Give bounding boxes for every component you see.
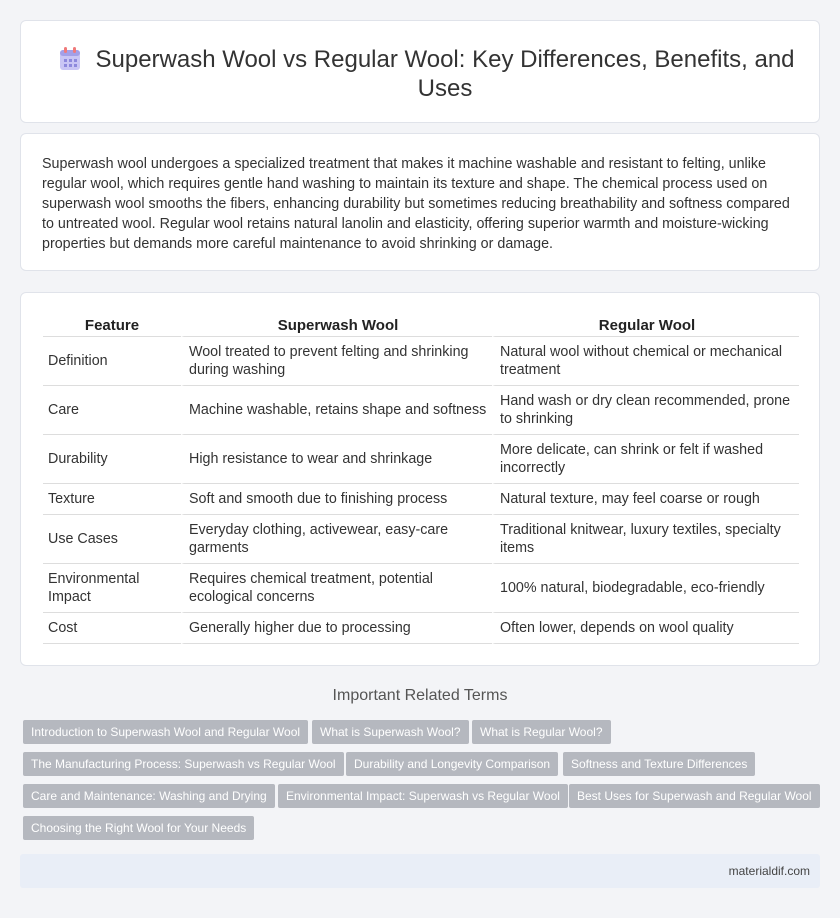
feature-cell: Texture: [43, 484, 181, 515]
table-row: [43, 613, 799, 644]
footer-site[interactable]: materialdif.com: [728, 864, 810, 878]
feature-cell: Care: [43, 386, 181, 435]
related-tag[interactable]: Choosing the Right Wool for Your Needs: [23, 816, 254, 840]
related-tag[interactable]: Introduction to Superwash Wool and Regular Wool: [23, 720, 308, 744]
related-tag[interactable]: The Manufacturing Process: Superwash vs Regular Wool: [23, 752, 344, 776]
superwash-cell: Everyday clothing, activewear, easy-care garments: [181, 515, 492, 564]
superwash-cell: Generally higher due to processing: [181, 613, 492, 644]
regular-cell: Often lower, depends on wool quality: [492, 613, 799, 644]
page-title: Superwash Wool vs Regular Wool: Key Differences, Benefits, and Uses: [95, 46, 795, 102]
superwash-cell: Soft and smooth due to finishing process: [181, 484, 492, 515]
table-header-row: [43, 315, 799, 337]
related-tag[interactable]: Durability and Longevity Comparison: [346, 752, 558, 776]
title-card: [20, 20, 820, 123]
footer: [20, 854, 820, 888]
summary-paragraph: Superwash wool undergoes a specialized treatment that makes it machine washable and resistant to felting, unlike regular wool, which requires gentle hand washing to maintain its texture and shape. The chemical process used on superwash wool smooths the fibers, enhancing durability but sometimes reducing breathability and softness compared to untreated wool. Regular wool retains natural lanolin and elasticity, offering superior warmth and moisture-wicking properties but demands more careful maintenance to avoid shrinking or damage.: [42, 156, 790, 252]
feature-cell: Durability: [43, 435, 181, 484]
superwash-cell: Machine washable, retains shape and softness: [181, 386, 492, 435]
table-row: [43, 564, 799, 613]
feature-cell: Environmental Impact: [43, 564, 181, 613]
feature-cell: Cost: [43, 613, 181, 644]
related-tag[interactable]: What is Regular Wool?: [472, 720, 611, 744]
related-tag[interactable]: What is Superwash Wool?: [312, 720, 469, 744]
regular-cell: 100% natural, biodegradable, eco-friendly: [492, 564, 799, 613]
superwash-cell: Wool treated to prevent felting and shrinking during washing: [181, 337, 492, 386]
regular-cell: More delicate, can shrink or felt if washed incorrectly: [492, 435, 799, 484]
regular-cell: Natural wool without chemical or mechanical treatment: [492, 337, 799, 386]
header-regular: Regular Wool: [492, 315, 799, 337]
related-tag[interactable]: Best Uses for Superwash and Regular Wool: [569, 784, 820, 808]
superwash-cell: High resistance to wear and shrinkage: [181, 435, 492, 484]
related-tag[interactable]: Environmental Impact: Superwash vs Regular Wool: [278, 784, 568, 808]
table-row: [43, 484, 799, 515]
table-row: [43, 337, 799, 386]
calendar-icon: [59, 47, 81, 71]
comparison-table: [43, 315, 799, 644]
related-tag[interactable]: Care and Maintenance: Washing and Drying: [23, 784, 275, 808]
feature-cell: Use Cases: [43, 515, 181, 564]
regular-cell: Hand wash or dry clean recommended, prone to shrinking: [492, 386, 799, 435]
comparison-card: [20, 292, 820, 666]
summary-card: [20, 133, 820, 271]
related-tag[interactable]: Softness and Texture Differences: [563, 752, 755, 776]
table-row: [43, 515, 799, 564]
table-row: [43, 435, 799, 484]
regular-cell: Traditional knitwear, luxury textiles, specialty items: [492, 515, 799, 564]
related-terms-heading: Important Related Terms: [332, 687, 508, 704]
superwash-cell: Requires chemical treatment, potential ecological concerns: [181, 564, 492, 613]
header-feature: Feature: [43, 315, 181, 337]
header-superwash: Superwash Wool: [181, 315, 492, 337]
regular-cell: Natural texture, may feel coarse or rough: [492, 484, 799, 515]
feature-cell: Definition: [43, 337, 181, 386]
table-row: [43, 386, 799, 435]
